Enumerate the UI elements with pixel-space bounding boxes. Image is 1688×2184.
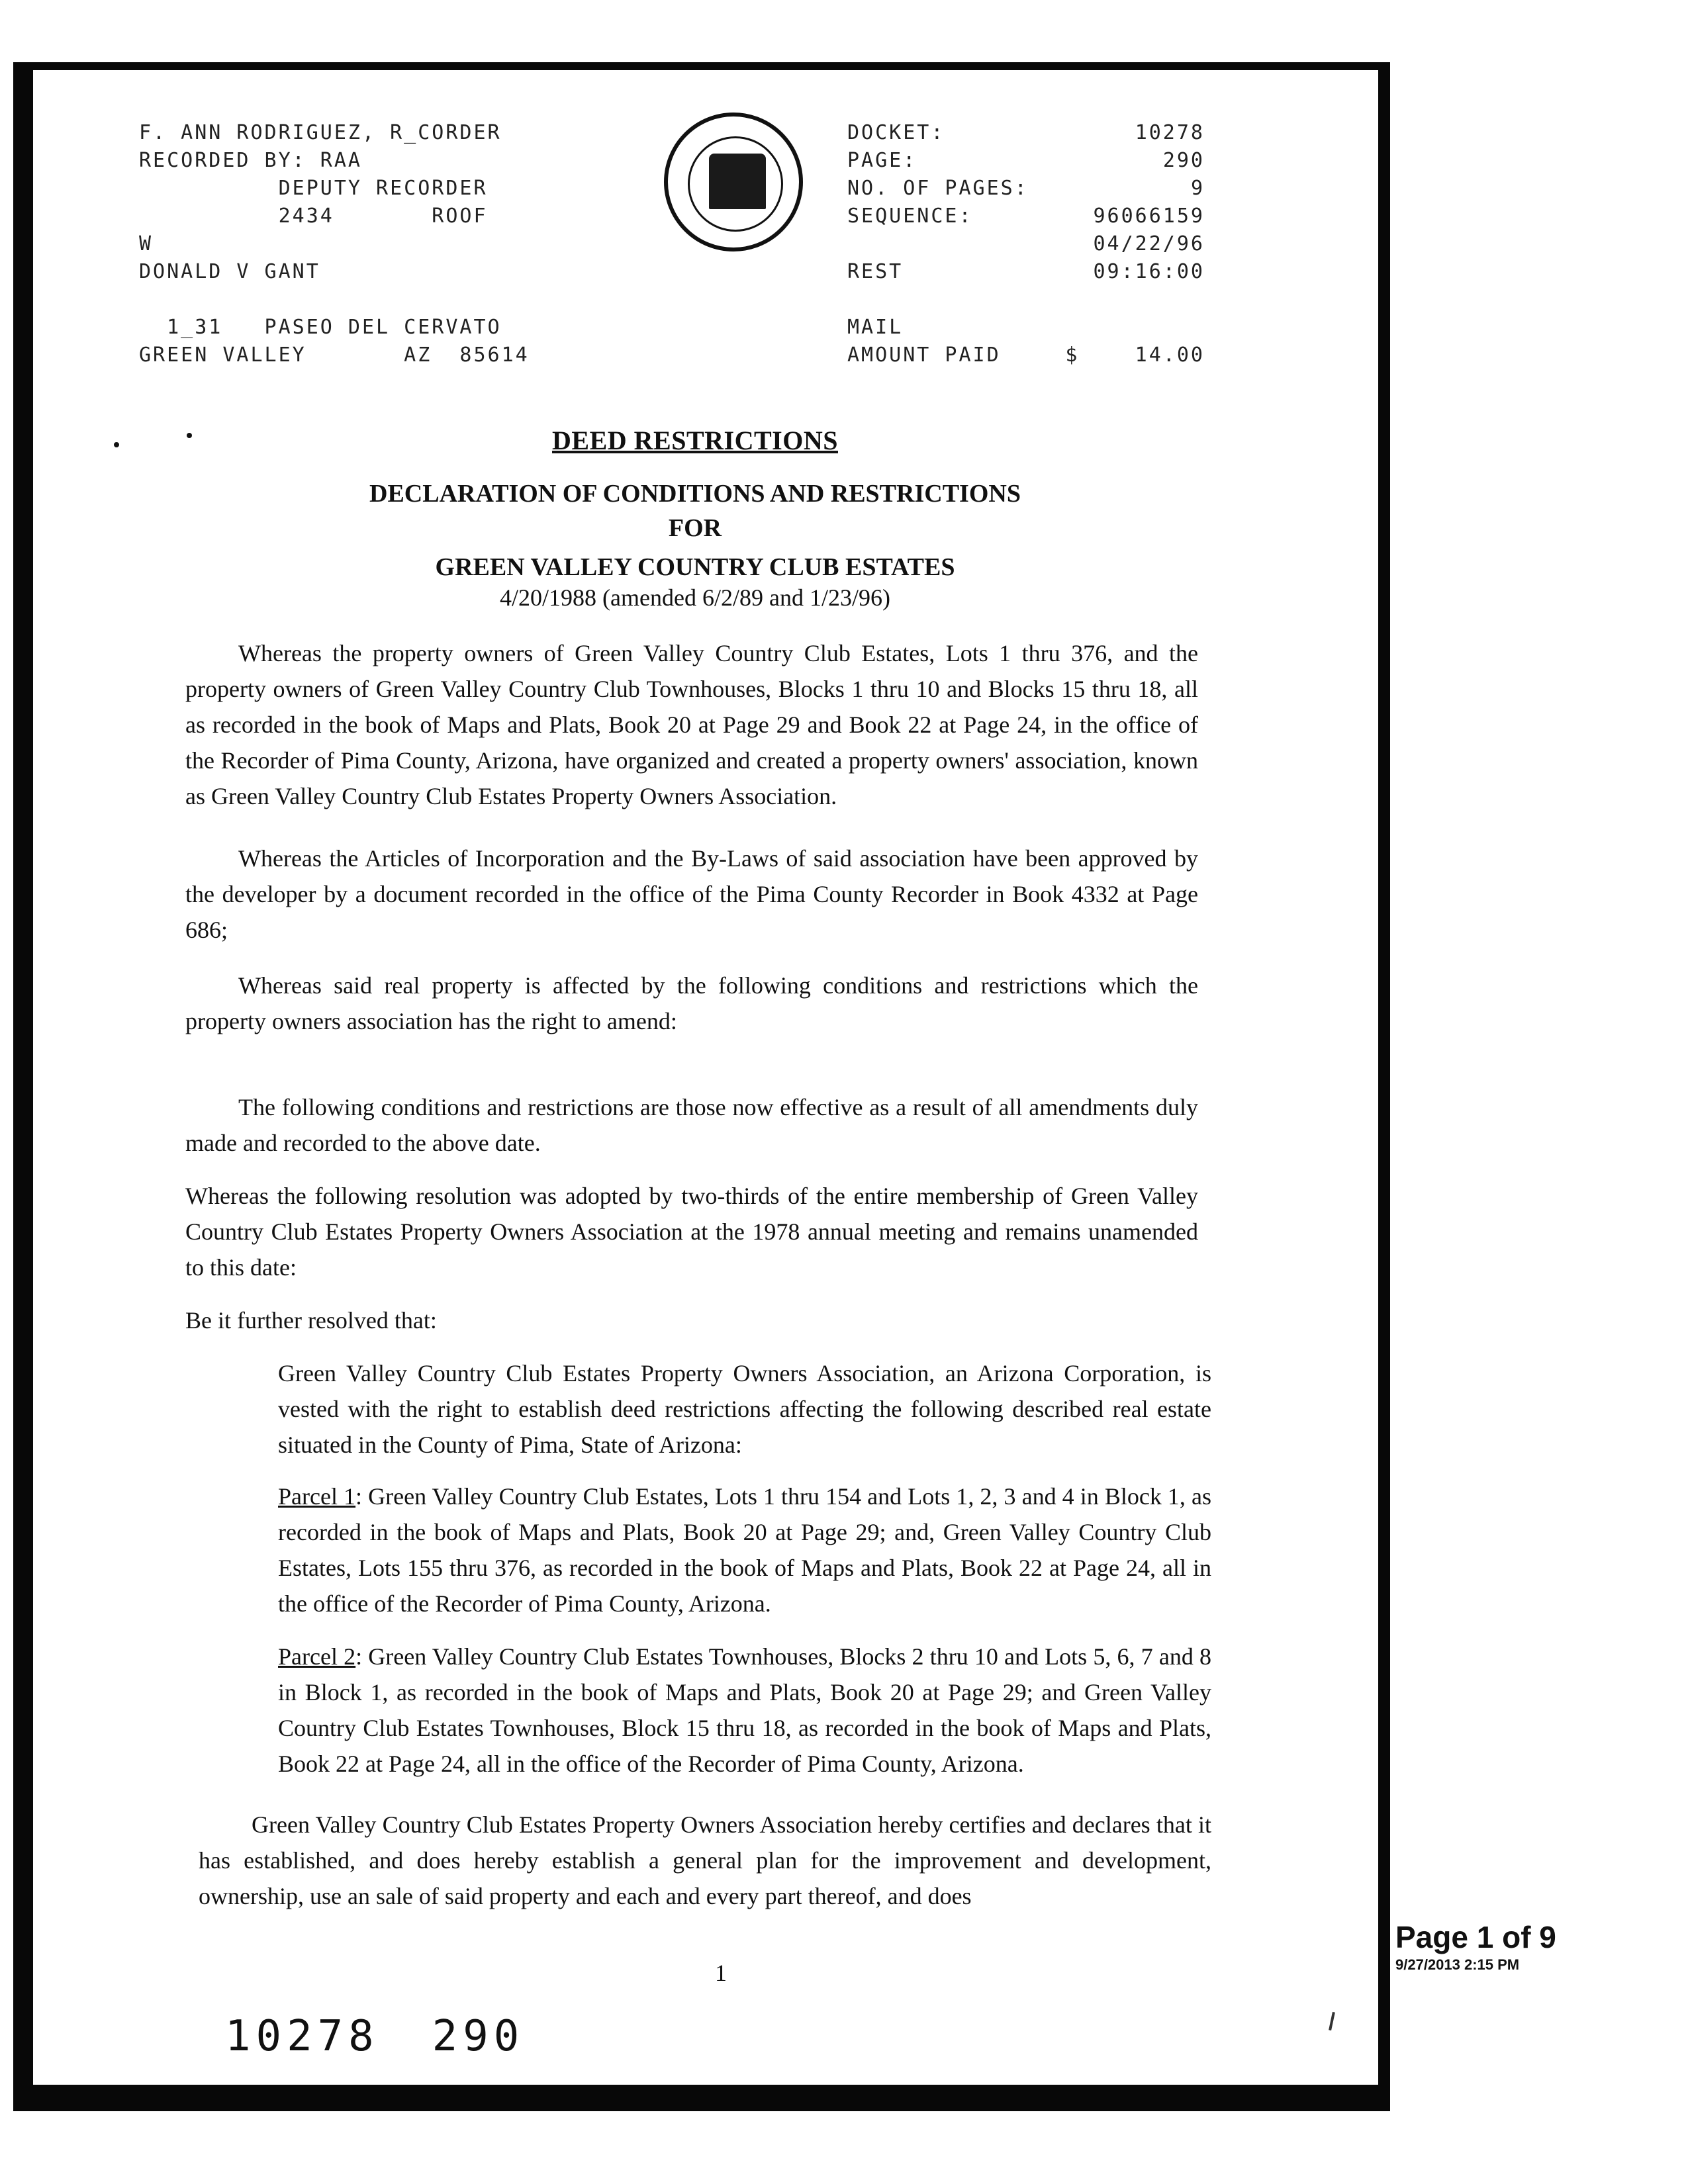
- estates-heading: GREEN VALLEY COUNTRY CLUB ESTATES: [435, 553, 955, 581]
- recording-row-mail: MAIL: [847, 316, 904, 339]
- parcel-1-label: Parcel 1: [278, 1483, 356, 1510]
- scan-border-left: [13, 62, 33, 2111]
- recording-row-pages: NO. OF PAGES: 9: [847, 177, 1205, 200]
- paragraph-certifies: Green Valley Country Club Estates Property Owners Association hereby certifies and declares that it has established, and does hereby establish a general plan for the improvement and development, ownership, use an sale of said property and each and every part thereof, and does: [199, 1811, 1211, 1909]
- scan-mark: [1329, 2012, 1335, 2030]
- viewer-page-indicator: [1395, 1919, 1556, 1974]
- recording-row-sequence: SEQUENCE: 96066159: [847, 205, 1205, 228]
- paragraph-whereas-affected: Whereas said real property is affected by the following conditions and restrictions which the property owners association has the right to amend:: [185, 972, 1198, 1034]
- recorder-line: RECORDED BY: RAA: [139, 149, 362, 172]
- recorder-line: 2434 ROOF: [139, 205, 488, 228]
- declaration-heading: DECLARATION OF CONDITIONS AND RESTRICTIONS FOR: [369, 480, 1021, 542]
- print-timestamp: 9/27/2013 2:15 PM: [1395, 1956, 1520, 1973]
- scan-border-bottom: [13, 2085, 1390, 2111]
- recording-row-page: PAGE: 290: [847, 149, 1205, 172]
- recording-row-docket: DOCKET: 10278: [847, 121, 1205, 144]
- paragraph-vested: Green Valley Country Club Estates Property Owners Association, an Arizona Corporation, is vested with the right to establish deed restrictions affecting the following described real estate situated in the County of Pima, State of Arizona:: [278, 1360, 1211, 1458]
- paragraph-following-conditions: The following conditions and restrictions are those now effective as a result of all amendments duly made and recorded to the above date.: [185, 1094, 1198, 1156]
- recording-info: [847, 119, 1205, 369]
- recorder-line: W: [139, 232, 154, 255]
- scan-border-right: [1378, 62, 1390, 2111]
- recorder-header: [139, 119, 530, 369]
- parcel-1: Parcel 1: Green Valley Country Club Estates, Lots 1 thru 154 and Lots 1, 2, 3 and 4 in Block 1, as recorded in the book of Maps and Plats, Book 20 at Page 29; and, Green Valley Country Club Estates, Lots 155 thru 376, as recorded in the book of Maps and Plats, Book 22 at Page 24, all in the office of the Recorder of Pima County, Arizona.: [278, 1483, 1212, 1617]
- county-seal-icon: [664, 113, 803, 251]
- heading-date: 4/20/1988 (amended 6/2/89 and 1/23/96): [500, 584, 890, 611]
- recorder-line: DONALD V GANT: [139, 260, 320, 283]
- recording-row-rest: REST 09:16:00: [847, 260, 1205, 283]
- recording-row-amount: AMOUNT PAID $ 14.00: [847, 343, 1205, 367]
- recorder-line: [139, 286, 530, 314]
- parcel-2-label: Parcel 2: [278, 1643, 356, 1670]
- paragraph-whereas-owners: Whereas the property owners of Green Valley Country Club Estates, Lots 1 thru 376, and the property owners of Green Valley Country Club Townhouses, Blocks 1 thru 10 and Blocks 15 thru 18, all as recorded in the book of Maps and Plats, Book 20 at Page 29 and Book 22 at Page 24, in the office of the Recorder of Pima County, Arizona, have organized and created a property owners' association, known as Green Valley Country Club Estates Property Owners Association.: [185, 640, 1198, 809]
- recorder-line: F. ANN RODRIGUEZ, R_CORDER: [139, 121, 502, 144]
- paragraph-resolved: Be it further resolved that:: [185, 1307, 437, 1334]
- recording-row-blank: [847, 286, 1205, 314]
- page-counter: Page 1 of 9: [1395, 1920, 1556, 1954]
- paragraph-whereas-articles: Whereas the Articles of Incorporation and the By-Laws of said association have been approved by the developer by a document recorded in the office of the Pima County Recorder in Book 4332 at Page 686;: [185, 845, 1198, 943]
- document-title: DEED RESTRICTIONS: [552, 426, 838, 455]
- recording-row-date: 04/22/96: [1093, 232, 1205, 255]
- recorder-line: GREEN VALLEY AZ 85614: [139, 343, 530, 367]
- recorder-line: DEPUTY RECORDER: [139, 177, 488, 200]
- scan-border-top: [13, 62, 1390, 70]
- stamp-docket: 10278: [225, 2012, 379, 2061]
- seal-building-icon: [709, 154, 766, 209]
- recorder-line: 1_31 PASEO DEL CERVATO: [139, 316, 502, 339]
- paragraph-resolution: Whereas the following resolution was adopted by two-thirds of the entire membership of Green Valley Country Club Estates Property Owners Association at the 1978 annual meeting and remains unamended to this date:: [185, 1183, 1198, 1281]
- docket-stamp: [225, 2012, 577, 2061]
- page-number: 1: [715, 1960, 727, 1986]
- parcel-2: Parcel 2: Green Valley Country Club Estates Townhouses, Blocks 2 thru 10 and Lots 5, 6, 7 and 8 in Block 1, as recorded in the book of Maps and Plats, Book 20 at Page 29; and Green Valley Country Club Estates Townhouses, Block 15 thru 18, as recorded in the book of Maps and Plats, Book 22 at Page 24, all in the office of the Recorder of Pima County, Arizona.: [278, 1643, 1211, 1777]
- stamp-page: 290: [432, 2012, 525, 2061]
